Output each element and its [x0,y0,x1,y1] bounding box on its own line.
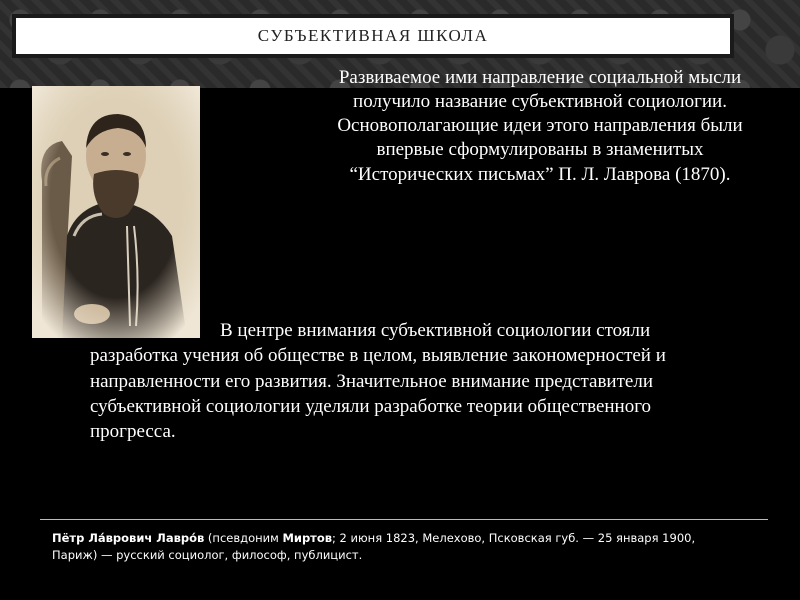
body-paragraph-text: В центре внимания субъективной социологии стояли разработка учения об обществе в целом, выявление закономерностей и направленности его развития. Значительное внимание представители субъективной социологии уделяли разработке теории общественного прогресса. [90,320,666,443]
caption-name: Пётр Ла́врович Лавро́в [52,531,205,545]
slide-title: СУБЪЕКТИВНАЯ ШКОЛА [257,26,489,45]
title-bar [12,14,734,58]
body-paragraph [90,318,730,444]
caption-details: ; 2 июня 1823, Мелехово, Псковская губ. — 25 января 1900, Париж) — русский социолог, философ, публицист. [52,531,696,562]
portrait-caption [52,530,732,563]
intro-paragraph: Развиваемое ими направление социальной мысли получило название субъективной социологии. Основополагающие идеи этого направления были впервые сформулированы в знаменитых “Исторических письмах” П. Л. Лаврова (1870). [337,67,743,185]
caption-divider [40,519,768,520]
caption-pseudonym: Миртов [282,531,333,545]
caption-pseudonym-prefix: (псевдоним [204,531,283,545]
portrait-photo [32,86,200,338]
